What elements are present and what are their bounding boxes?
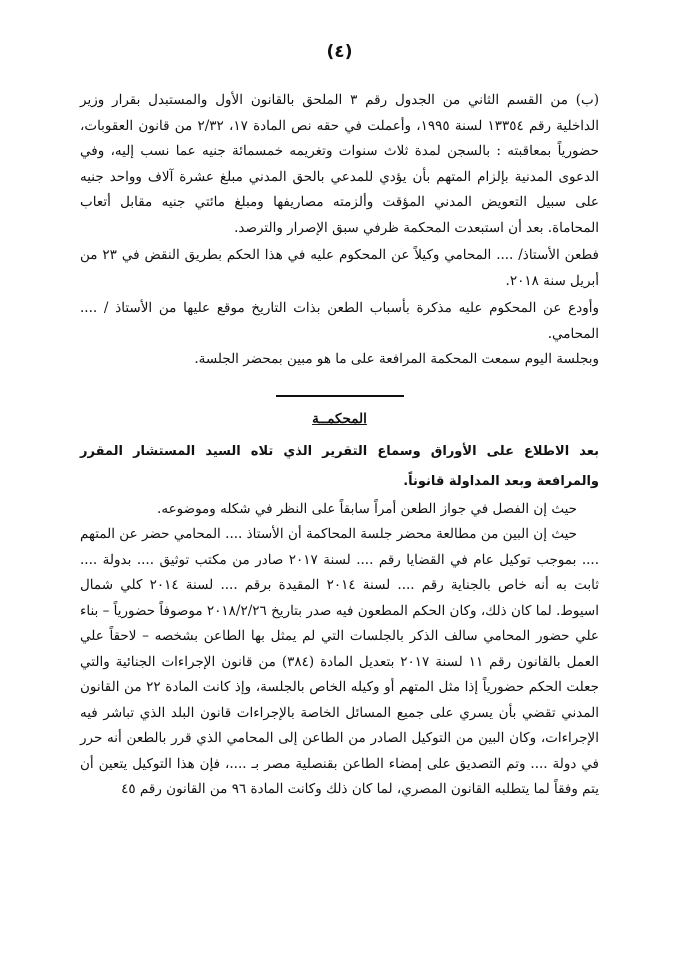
paragraph-appeal-filing: فطعن الأستاذ/ .... المحامي وكيلاً عن المحكوم عليه في هذا الحكم بطريق النقض في ٢٣ من أبريل سنة ٢٠١٨. (80, 247, 599, 289)
page-number: (٤) (326, 42, 353, 62)
document-body (80, 88, 599, 803)
paragraph-memo-filing: وأودع عن المحكوم عليه مذكرة بأسباب الطعن بذات التاريخ موقع عليها من الأستاذ / .... المحامي. (80, 300, 599, 342)
paragraph-hearing: وبجلسة اليوم سمعت المحكمة المرافعة على ما هو مبين بمحضر الجلسة. (194, 351, 599, 367)
paragraph-admissibility: حيث إن الفصل في جواز الطعن أمراً سابقاً على النظر في شكله وموضوعه. (157, 500, 577, 517)
section-heading-court: المحكمــة (312, 410, 367, 427)
paragraph-deliberation: بعد الاطلاع على الأوراق وسماع التقرير الذي تلاه السيد المستشار المقرر والمرافعة وبعد المداولة قانوناً. (80, 443, 599, 489)
paragraph-verdict-details: (ب) من القسم الثاني من الجدول رقم ٣ الملحق بالقانون الأول والمستبدل بقرار وزير الداخلية رقم ١٣٣٥٤ لسنة ١٩٩٥، وأعملت في حقه نص المادة ١٧، ٢/٣٢ من قانون العقوبات، حضورياً بمعاقبته : بالسجن لمدة ثلاث سنوات وتغريمه خمسمائة جنيه عما نسب إليه، وفي الدعوى المدنية بإلزام المتهم بأن يؤدي للمدعي بالحق المدني مبلغ عشرة آلاف وواحد جنيه على سبيل التعويض المدني المؤقت وألزمته مصاريفها ومبلغ مائتي جنيه مقابل أتعاب المحاماة. بعد أن استبعدت المحكمة ظرفي سبق الإصرار والترصد. (80, 92, 599, 236)
paragraph-reasoning: حيث إن البين من مطالعة محضر جلسة المحاكمة أن الأستاذ .... المحامي حضر عن المتهم .... بموجب توكيل عام في القضايا رقم .... لسنة ٢٠١٧ صادر من مكتب توثيق .... بدولة .... ثابت به أنه خاص بالجناية رقم .... لسنة ٢٠١٤ المقيدة برقم .... لسنة ٢٠١٤ كلي شمال اسيوط. لما كان ذلك، وكان الحكم المطعون فيه صدر بتاريخ ٢٠١٨/٢/٢٦ موصوفاً حضورياً – بناء علي حضور المحامي سالف الذكر بالجلسات التي لم يمثل بها الطاعن بشخصه – لاحقاً علي العمل بالقانون رقم ١١ لسنة ٢٠١٧ بتعديل المادة (٣٨٤) من قانون الإجراءات الجنائية والتي جعلت الحكم حضورياً إذا مثل المتهم أو وكيله الخاص بالجلسة، وإذ كانت المادة ٢٢ من القانون المدني تقضي بأن يسري على جميع المسائل الخاصة بالإجراءات قانون البلد الذي تباشر فيه الإجراءات، وكان البين من التوكيل الصادر من الطاعن إلى المحامي الذي قرر بالطعن أنه حرر في دولة .... وتم التصديق على إمضاء الطاعن بقنصلية مصر بـ ....، فإن هذا التوكيل يتعين أن يتم وفقاً لما يتطلبه القانون المصري، لما كان ذلك وكانت المادة ٩٦ من القانون رقم ٤٥ (80, 526, 599, 797)
section-divider (276, 395, 404, 397)
